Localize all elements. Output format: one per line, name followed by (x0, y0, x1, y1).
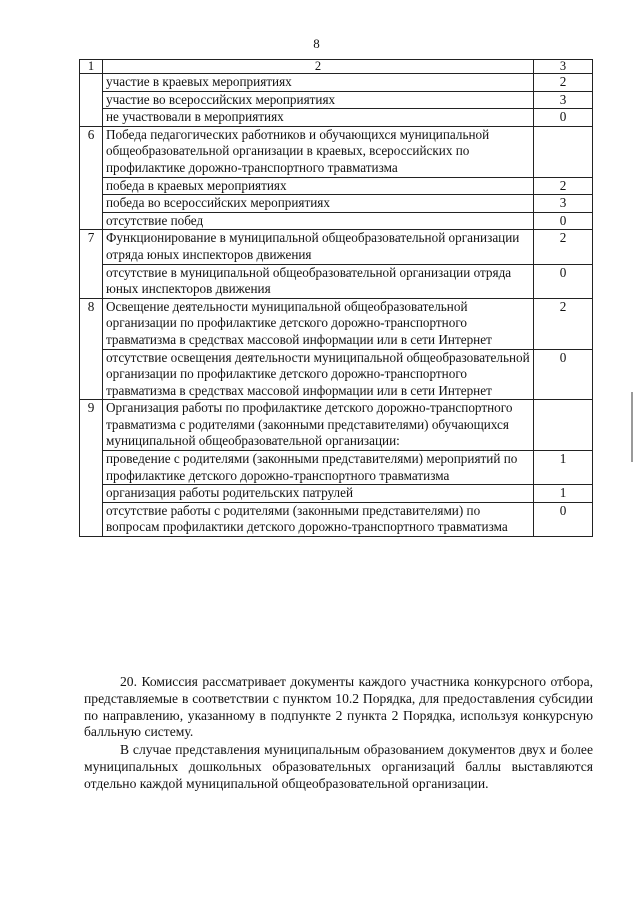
row-points: 1 (534, 451, 593, 485)
row-criterion: участие в краевых мероприятиях (103, 74, 534, 92)
row-points: 0 (534, 502, 593, 536)
row-criterion: не участвовали в мероприятиях (103, 109, 534, 127)
table-row (80, 400, 593, 451)
table-row (80, 298, 593, 349)
table-row (80, 177, 593, 195)
row-criterion: проведение с родителями (законными представителями) мероприятий по профилактике детского дорожно-транспортного травматизма (103, 451, 534, 485)
row-points (534, 400, 593, 451)
paragraph-continuation: В случае представления муниципальным образованием документов двух и более муниципальных дошкольных образовательных организаций баллы выставляются отдельно каждой муниципальной общеобразовательной организации. (84, 742, 593, 791)
table-row (80, 485, 593, 503)
row-points (534, 126, 593, 177)
row-number: 8 (80, 298, 103, 400)
row-criterion: отсутствие освещения деятельности муниципальной общеобразовательной организации по профилактике детского дорожно-транспортного травматизма в средствах массовой информации или в сети Интернет (103, 349, 534, 400)
row-number: 6 (80, 126, 103, 230)
row-number: 7 (80, 230, 103, 298)
row-points: 0 (534, 264, 593, 298)
row-points: 1 (534, 485, 593, 503)
row-criterion: Функционирование в муниципальной общеобразовательной организации отряда юных инспекторов движения (103, 230, 534, 264)
table-row (80, 74, 593, 92)
row-criterion: участие во всероссийских мероприятиях (103, 91, 534, 109)
row-points: 0 (534, 212, 593, 230)
table-row (80, 349, 593, 400)
row-criterion: организация работы родительских патрулей (103, 485, 534, 503)
criteria-table (79, 59, 593, 537)
table-row (80, 91, 593, 109)
row-points: 0 (534, 109, 593, 127)
row-criterion: победа во всероссийских мероприятиях (103, 195, 534, 213)
row-points: 2 (534, 230, 593, 264)
table-row (80, 264, 593, 298)
table-row (80, 502, 593, 536)
table-row (80, 109, 593, 127)
row-points: 3 (534, 91, 593, 109)
header-cell-3: 3 (534, 60, 593, 74)
row-points: 0 (534, 349, 593, 400)
header-cell-2: 2 (103, 60, 534, 74)
header-cell-1: 1 (80, 60, 103, 74)
page-number: 8 (313, 36, 320, 51)
table-row (80, 126, 593, 177)
table-row (80, 212, 593, 230)
row-criterion: Освещение деятельности муниципальной общеобразовательной организации по профилактике детского дорожно-транспортного травматизма в средствах массовой информации или в сети Интернет (103, 298, 534, 349)
row-number (80, 74, 103, 127)
table-row (80, 230, 593, 264)
row-number: 9 (80, 400, 103, 537)
row-points: 2 (534, 298, 593, 349)
table-header-row (80, 60, 593, 74)
paragraph-20: 20. Комиссия рассматривает документы каждого участника конкурсного отбора, представляемые в соответствии с пунктом 10.2 Порядка, для предоставления субсидии по направлению, указанному в подпункте 2 пункта 2 Порядка, используя конкурсную балльную систему. (84, 674, 593, 740)
row-points: 2 (534, 74, 593, 92)
row-points: 3 (534, 195, 593, 213)
table-row (80, 451, 593, 485)
row-criterion: отсутствие работы с родителями (законными представителями) по вопросам профилактики детского дорожно-транспортного травматизма (103, 502, 534, 536)
row-criterion: Победа педагогических работников и обучающихся муниципальной общеобразовательной организации в краевых, всероссийских по профилактике дорожно-транспортного травматизма (103, 126, 534, 177)
row-criterion: отсутствие в муниципальной общеобразовательной организации отряда юных инспекторов движения (103, 264, 534, 298)
table-row (80, 195, 593, 213)
row-points: 2 (534, 177, 593, 195)
row-criterion: отсутствие побед (103, 212, 534, 230)
row-criterion: Организация работы по профилактике детского дорожно-транспортного травматизма с родителями (законными представителями) обучающихся муниципальной общеобразовательной организации: (103, 400, 534, 451)
row-criterion: победа в краевых мероприятиях (103, 177, 534, 195)
